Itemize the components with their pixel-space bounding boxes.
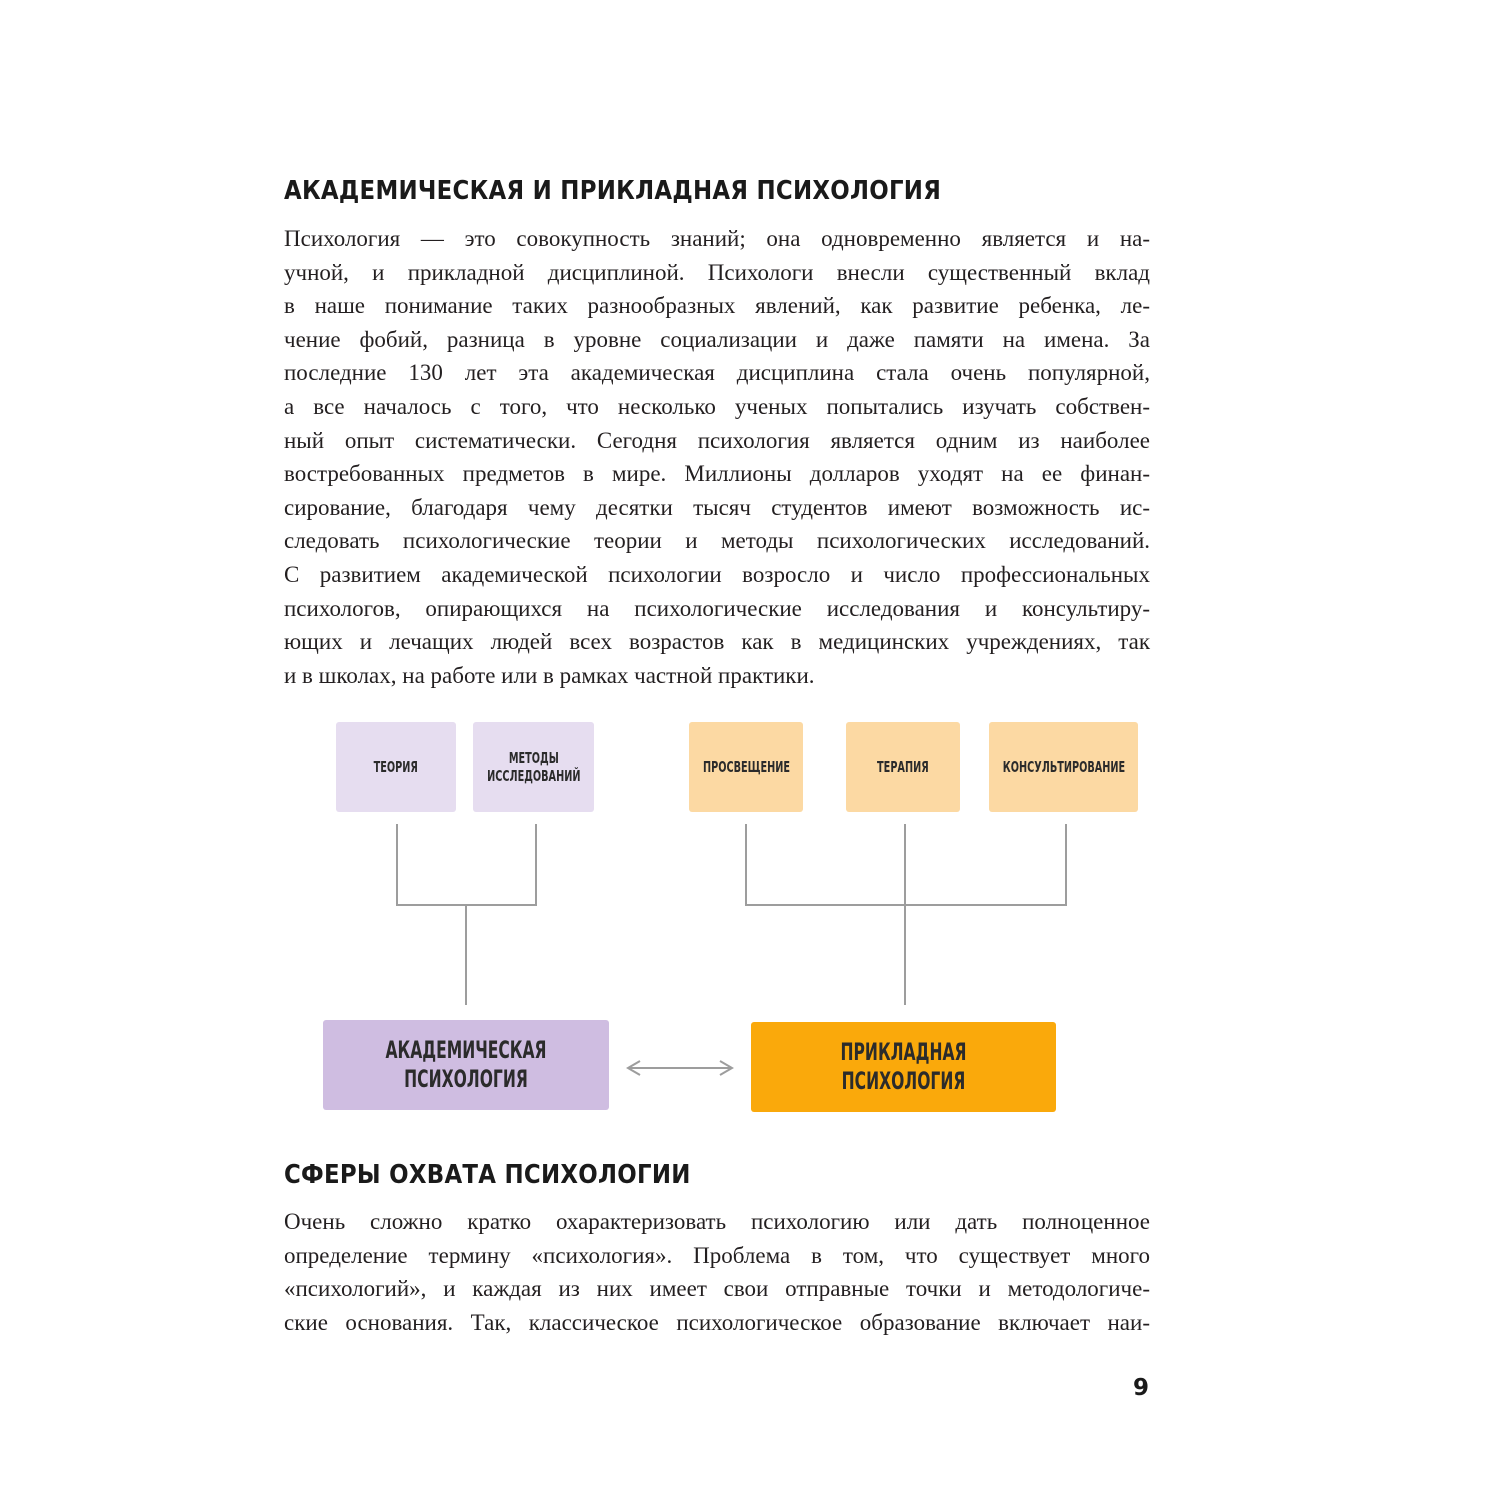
text-line: психологов, опирающихся на психологические исследования и консультиру- [284,595,1150,621]
text-line: в наше понимание таких разнообразных явлений, как развитие ребенка, ле- [284,293,1150,319]
box-research-methods: МЕТОДЫ ИССЛЕДОВАНИЙ [473,722,594,812]
text-line: следовать психологические теории и методы психологических исследований. [284,528,1150,554]
box-applied-psychology: ПРИКЛАДНАЯ ПСИХОЛОГИЯ [751,1022,1056,1112]
page-number: 9 [1132,1375,1149,1401]
text-line: С развитием академической психологии возросло и число профессиональных [284,561,1150,587]
section-heading-scope: СФЕРЫ ОХВАТА ПСИХОЛОГИИ [284,1160,691,1190]
box-therapy: ТЕРАПИЯ [846,722,960,812]
double-arrow [628,1061,732,1075]
box-education: ПРОСВЕЩЕНИЕ [689,722,803,812]
box-consulting: КОНСУЛЬТИРОВАНИЕ [989,722,1138,812]
text-line: и в школах, на работе или в рамках частной практики. [284,662,815,688]
text-line: востребованных предметов в мире. Миллионы долларов уходят на ее финан- [284,461,1150,487]
section-heading-academic-applied: АКАДЕМИЧЕСКАЯ И ПРИКЛАДНАЯ ПСИХОЛОГИЯ [284,176,942,206]
section2-paragraph [284,1205,1150,1339]
text-line: «психологий», и каждая из них имеет свои отправные точки и методологиче- [284,1276,1150,1302]
text-line: а все началось с того, что несколько ученых попытались изучать собствен- [284,393,1150,419]
text-line: Очень сложно кратко охарактеризовать психологию или дать полноценное [284,1209,1150,1234]
text-line: учной, и прикладной дисциплиной. Психологи внесли существенный вклад [284,259,1150,285]
text-line: последние 130 лет эта академическая дисциплина стала очень популярной, [284,360,1150,386]
box-academic-psychology: АКАДЕМИЧЕСКАЯ ПСИХОЛОГИЯ [323,1020,609,1110]
text-line: ный опыт систематически. Сегодня психология является одним из наиболее [284,427,1150,453]
box-theory: ТЕОРИЯ [336,722,456,812]
text-line: сирование, благодаря чему десятки тысяч студентов имеют возможность ис- [284,494,1150,520]
text-line: ские основания. Так, классическое психологическое образование включает наи- [284,1309,1150,1335]
text-line: определение термину «психология». Проблема в том, что существует много [284,1242,1150,1268]
text-line: Психология — это совокупность знаний; она одновременно является и на- [284,226,1150,251]
academic-connector [397,824,536,905]
text-line: чение фобий, разница в уровне социализации и даже памяти на имена. За [284,326,1150,352]
text-line: ющих и лечащих людей всех возрастов как в медицинских учреждениях, так [284,629,1150,655]
